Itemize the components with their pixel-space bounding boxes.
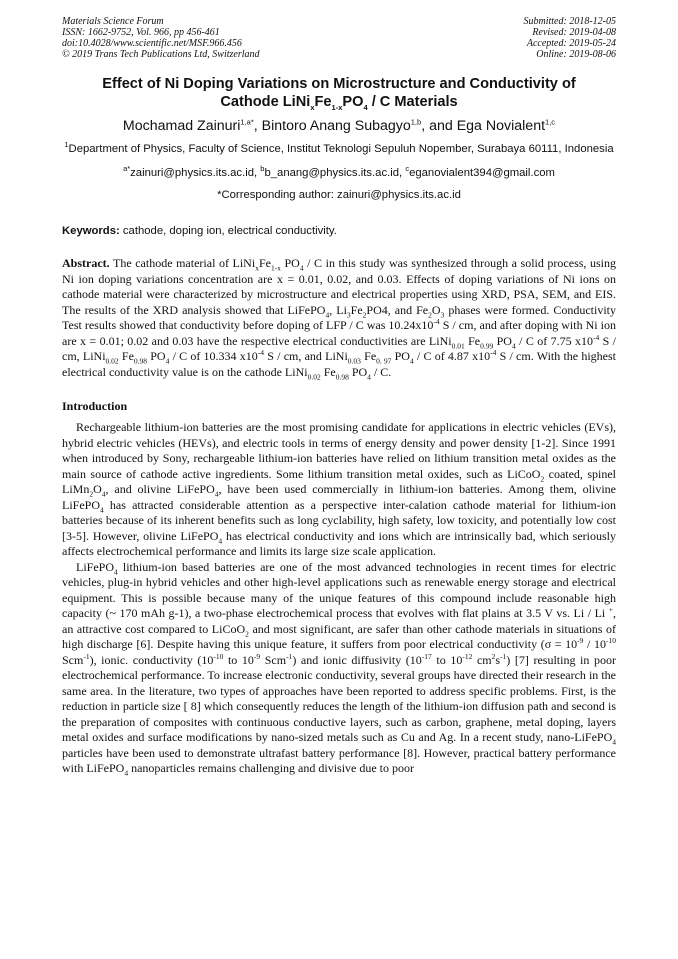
author-name: Mochamad Zainuri: [122, 118, 241, 134]
sub: 4: [612, 737, 616, 747]
abstract-text: Fe: [360, 349, 377, 363]
journal-name: Materials Science Forum: [62, 16, 164, 27]
body-text: Scm: [260, 652, 287, 667]
body-text: to 10: [223, 652, 254, 667]
sub: 3: [440, 309, 445, 319]
email-sup: c: [405, 164, 410, 174]
sub: 0.02: [105, 356, 119, 366]
abstract-text: phases were formed. Conductivity Test results showed that conductivity before doping of LFP / C was 10.24x10: [62, 302, 617, 332]
abstract-text: PO: [280, 256, 300, 270]
abstract-text: PO: [391, 349, 410, 363]
sub: 4: [214, 489, 219, 499]
email-sup: b: [260, 164, 265, 174]
body-text: , an attractive cost compared to LiCoO: [62, 606, 616, 636]
sub: x: [255, 263, 259, 273]
abstract-text: O: [431, 302, 441, 317]
sub: 1-x: [270, 263, 281, 273]
abstract-text: PO: [493, 333, 512, 348]
author-name: , Bintoro Anang Subagyo: [253, 118, 411, 134]
intro-paragraph-1: [62, 420, 616, 560]
body-text: Rechargeable lithium-ion batteries are the most promising candidate for applications in electric vehicles (EVs), hybrid electric vehicles (HEVs), and electric tools in terms of energy density and power density [1-2]. Since 1991 when introduced by Sony, rechargeable lithium-ion batteries have relied on lithium transition metal oxides as the main source of cathode active ingredients. Some lithium transition metal oxides, such as LiCoO: [62, 420, 616, 481]
email-link[interactable]: zainuri@physics.its.ac.id,: [130, 167, 261, 179]
sup: -1: [286, 651, 293, 661]
sup: -9: [253, 651, 261, 661]
abstract-text: Fe: [464, 333, 481, 348]
body-text: to 10: [431, 652, 463, 667]
title-text: Fe: [314, 94, 332, 110]
abstract-text: Fe: [258, 256, 271, 270]
body-text: O: [93, 482, 102, 496]
header-right: [524, 16, 617, 60]
author-list: [62, 117, 616, 135]
abstract-text: PO: [147, 349, 166, 363]
sub: 0. 97: [376, 356, 392, 366]
sub: 4: [101, 489, 106, 499]
body-text: particles have been used to demonstrate ultrafast battery performance [8]. However, practical battery performance with LiFePO: [62, 745, 616, 775]
sub: 4: [124, 768, 129, 778]
body-text: LiFePO: [76, 559, 115, 574]
abstract-text: / C of 7.75 x10: [515, 333, 593, 348]
sub: 0.99: [480, 340, 494, 350]
abstract-text: S / cm, and after doping with Ni ion are x = 0.01; 0.02 and 0.03 have the respective electrical conductivities are LiNi: [62, 318, 616, 348]
corresponding-author: *Corresponding author: zainuri@physics.its.ac.id: [217, 189, 461, 201]
sub: 4: [299, 263, 304, 273]
sub: 4: [325, 309, 330, 319]
body-text: has attracted considerable attention as a perspective inter-calation cathode material for lithium-ion batteries because of its inherent benefits such as long cyclability, high safety, low toxicity, and potentially low cost [3-5]. However, olivine LiFePO: [62, 497, 616, 543]
copyright: © 2019 Trans Tech Publications Ltd, Switzerland: [62, 49, 260, 60]
sub: 4: [511, 340, 516, 350]
abstract-text: S / cm, LiNi: [62, 333, 617, 363]
sub: 4: [367, 371, 371, 381]
sub: 2: [89, 489, 94, 499]
sub: 0.02: [307, 371, 321, 381]
abstract: [62, 256, 616, 380]
title-text: / C Materials: [367, 94, 458, 110]
body-text: coated, spinel LiMn: [62, 466, 616, 496]
body-text: ) [7] resulting in poor electrochemical performance. To increase electronic conductivity, several groups have directed their research in the same area. In the literature, two types of approaches have been reported to address specific problems. First, is the reduction in particle size [ 8] which consequently reduces the length of the lithium-ion diffusion path and second is the preparation of composites with continuous conductive layers, such as carbon, graphene, metal doping, layers metal oxides and surface modifications by nano-sized metals such as Cu and Ag. In a recent study, nano-LiFePO: [62, 652, 616, 744]
sub: 4: [114, 566, 118, 576]
abstract-text: / C of 4.87 x10: [413, 349, 491, 363]
keywords-label: Keywords:: [62, 225, 120, 237]
email-sup: a*: [123, 164, 131, 174]
abstract-text: Fe: [320, 364, 336, 379]
intro-paragraph-2: [62, 560, 616, 777]
sup: -17: [421, 651, 432, 661]
keywords-text: cathode, doping ion, electrical conductivity.: [119, 225, 337, 237]
sub: 0.03: [347, 356, 361, 366]
sub: 2: [245, 628, 249, 638]
sup: -12: [462, 651, 473, 661]
paper-title: [62, 75, 616, 111]
affiliation: [62, 142, 616, 157]
paper-page: [62, 16, 616, 777]
sup: -4: [592, 332, 600, 342]
title-sub: 4: [363, 102, 368, 112]
abstract-text: / C in this study was synthesized through a solid process, using Ni ion doping variations concentration are x = 0.01, 0.02, and 0.03. Effects of doping variations of Ni ions on cathode material were characterized by microstructure and electrical properties using XRD, PSA, SEM, and EIS. The results of the XRD analysis showed that LiFePO: [62, 256, 616, 317]
sup: -4: [433, 317, 440, 326]
section-heading-introduction: Introduction: [62, 399, 128, 413]
author-sup: 1,c: [545, 117, 556, 127]
issn: ISSN: 1662-9752, Vol. 966, pp 456-461: [62, 27, 220, 38]
sub: 0.98: [133, 356, 148, 366]
body-text: ), ionic. conductivity (10: [89, 652, 214, 667]
abstract-text: Fe: [118, 349, 134, 363]
title-text: Cathode LiNi: [220, 94, 311, 110]
abstract-text: Fe: [350, 302, 363, 317]
header-left: [62, 16, 260, 60]
body-text: ) and ionic diffusivity (10: [292, 652, 422, 667]
doi: doi:10.4028/www.scientific.net/MSF.966.456: [62, 38, 242, 49]
sub: 4: [409, 356, 414, 366]
email-link[interactable]: b_anang@physics.its.ac.id,: [264, 167, 406, 179]
author-sup: 1,a*: [240, 117, 254, 127]
author-sup: 1,b: [410, 117, 422, 127]
title-line-1: Effect of Ni Doping Variations on Microstructure and Conductivity of: [102, 76, 576, 92]
accepted-date: Accepted: 2019-05-24: [526, 38, 616, 49]
sub: 0.01: [451, 340, 465, 350]
author-emails: [62, 166, 616, 180]
body-text: lithium-ion based batteries are one of the most advanced technologies in recent times for electric vehicles, plug-in hybrid vehicles and other high-level applications such as renewable energy storage and electrical equipment. This is possible because many of the unique features of this compound include reasonable high capacity (~ 170 mAh g-1), a two-phase electrochemical process that evolves with flat plains at 3.5 V vs. Li / Li: [62, 559, 616, 620]
abstract-text: / C.: [370, 364, 392, 379]
revised-date: Revised: 2019-04-08: [532, 27, 616, 38]
sub: 2: [362, 309, 367, 319]
author-name: , and Ega Novialent: [421, 118, 546, 134]
body-text: , and olivine LiFePO: [105, 482, 215, 496]
body-text: has electrical conductivity and ions which are intrinsically bad, which seriously affects electrochemical performance and limits its large size scale application.: [62, 528, 616, 558]
body-text: Scm: [62, 652, 84, 667]
email-link[interactable]: eganovialent394@gmail.com: [409, 167, 555, 179]
sup: -10: [213, 651, 224, 661]
sub: 2: [428, 309, 432, 319]
online-date: Online: 2019-08-06: [536, 49, 616, 60]
sup: -10: [606, 636, 616, 645]
abstract-text: / C of 10.334 x10: [169, 349, 258, 363]
abstract-text: The cathode material of LiNi: [109, 256, 256, 270]
sup: +: [608, 605, 613, 614]
sub: 4: [165, 356, 170, 366]
title-sub: 1-x: [331, 102, 343, 112]
abstract-text: PO: [348, 364, 368, 379]
sub: 3: [346, 309, 351, 319]
sup: -1: [500, 651, 507, 661]
title-line-2: [62, 93, 616, 111]
body-text: nanoparticles remains challenging and divisive due to poor: [128, 761, 415, 775]
sup: 2: [491, 651, 496, 661]
journal-header: [62, 16, 616, 60]
abstract-text: , Li: [329, 302, 347, 317]
body-text: , have been used commercially in lithium-ion batteries. Among them, olivine LiFePO: [62, 482, 616, 512]
sub: 2: [540, 473, 545, 483]
submitted-date: Submitted: 2018-12-05: [523, 16, 616, 27]
body-text: s: [495, 652, 501, 667]
body-text: and most significant, are safer than other cathode materials in situations of high discharge [6]. Despite having this unique feature, it suffers from poor electrical conductivity (σ = 10: [62, 621, 616, 651]
affiliation-text: Department of Physics, Faculty of Science, Institut Teknologi Sepuluh Nopember, Surabaya 60111, Indonesia: [68, 143, 614, 155]
body-text: / 10: [583, 637, 606, 651]
abstract-label: Abstract.: [62, 256, 110, 270]
title-text: PO: [342, 94, 364, 110]
sup: -1: [83, 651, 90, 661]
sup: -9: [577, 636, 584, 645]
body-text: cm: [472, 652, 492, 667]
abstract-text: S / cm, and LiNi: [264, 349, 348, 363]
abstract-text: S / cm. With the highest electrical conductivity value is on the cathode LiNi: [62, 349, 617, 379]
sup: -4: [490, 348, 497, 357]
sub: 4: [218, 535, 223, 545]
sub: 4: [100, 504, 104, 514]
sup: -4: [257, 348, 265, 357]
title-sub: x: [310, 102, 315, 112]
keywords: [62, 224, 616, 238]
affiliation-sup: 1: [64, 140, 69, 150]
abstract-text: PO4, and Fe: [366, 302, 429, 317]
sub: 0.98: [335, 371, 349, 381]
